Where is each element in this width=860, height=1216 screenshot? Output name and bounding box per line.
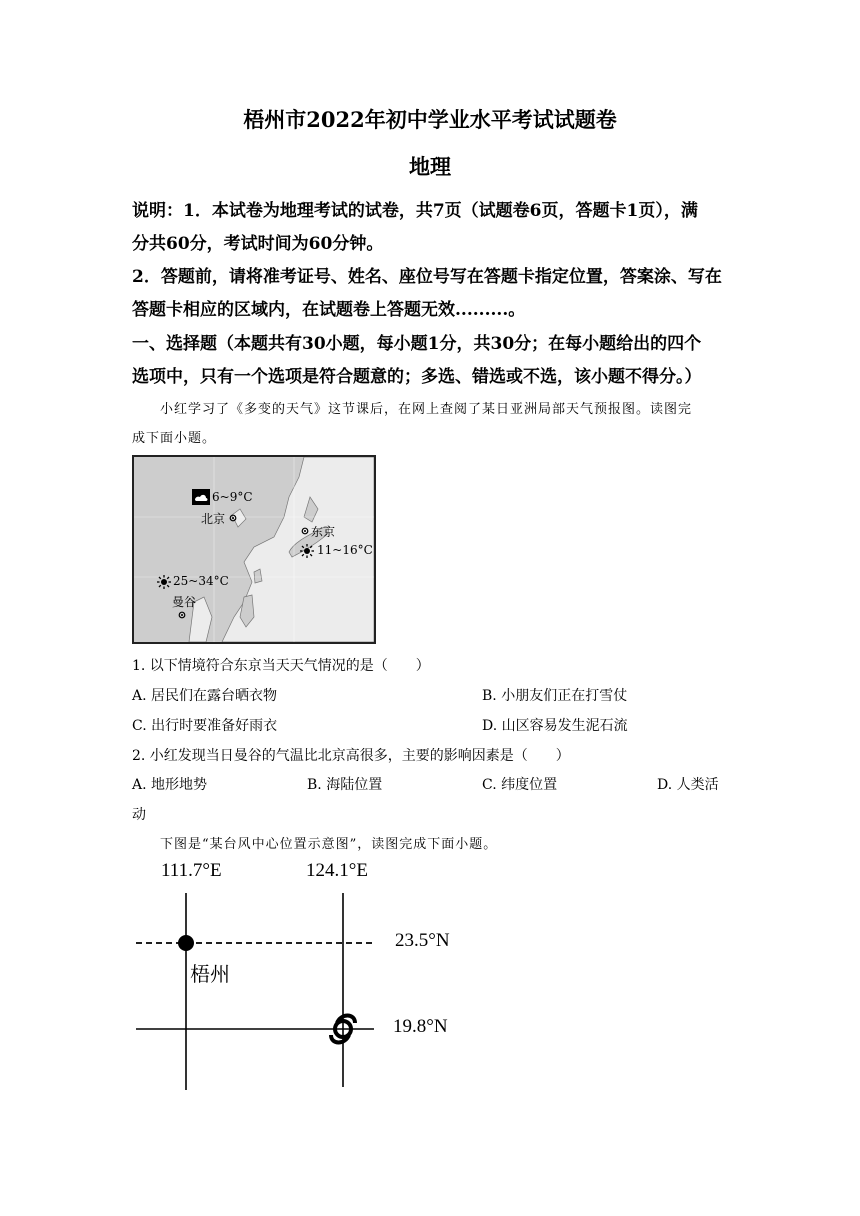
longitude-label-2: 124.1°E (306, 860, 368, 881)
section-heading-line-1: 一、选择题（本题共有30小题，每小题1分，共30分；在每小题给出的四个 (132, 334, 702, 354)
longitude-label-1: 111.7°E (161, 860, 222, 881)
bangkok-label: 曼谷 (172, 595, 197, 609)
beijing-label: 北京 (201, 512, 226, 526)
city-dot-icon (178, 611, 186, 619)
question-1-option-b: B. 小朋友们正在打雪仗 (482, 688, 628, 704)
question-2-option-d-cont: 动 (132, 807, 146, 823)
intro-text-2: 下图是“某台风中心位置示意图”，读图完成下面小题。 (160, 837, 498, 852)
city-dot-icon (229, 514, 237, 522)
typhoon-diagram (130, 855, 470, 1090)
question-1-option-d: D. 山区容易发生泥石流 (482, 718, 628, 734)
question-1-stem: 1. 以下情境符合东京当天天气情况的是（ ） (132, 658, 430, 674)
subject-title: 地理 (409, 154, 451, 179)
weather-map (132, 455, 376, 644)
question-2-option-d: D. 人类活 (657, 777, 719, 793)
intro-text-1: 小红学习了《多变的天气》这节课后，在网上查阅了某日亚洲局部天气预报图。读图完 (160, 402, 693, 417)
page-title: 梧州市2022年初中学业水平考试试题卷 (243, 107, 617, 132)
question-2-option-a: A. 地形地势 (132, 777, 208, 793)
latitude-label-1: 23.5°N (395, 930, 450, 951)
tokyo-temperature: 11~16°C (317, 543, 373, 557)
wuzhou-point (178, 935, 194, 951)
intro-text-1-cont: 成下面小题。 (132, 431, 217, 446)
city-dot-icon (301, 527, 309, 535)
beijing-temperature: 6~9°C (212, 490, 253, 504)
wuzhou-label: 梧州 (190, 962, 230, 986)
instruction-line-4: 答题卡相应的区域内，在试题卷上答题无效.........。 (132, 300, 526, 320)
latitude-label-2: 19.8°N (393, 1016, 448, 1037)
instruction-line-3: 2．答题前，请将准考证号、姓名、座位号写在答题卡指定位置，答案涂、写在 (132, 267, 722, 287)
section-heading-line-2: 选项中，只有一个选项是符合题意的；多选、错选或不选，该小题不得分。） (132, 367, 702, 387)
bangkok-temperature: 25~34°C (173, 574, 229, 588)
question-2-option-b: B. 海陆位置 (307, 777, 383, 793)
question-1-option-c: C. 出行时要准备好雨衣 (132, 718, 278, 734)
sunny-icon (157, 575, 171, 589)
question-2-option-c: C. 纬度位置 (482, 777, 558, 793)
instruction-line-2: 分共60分，考试时间为60分钟。 (132, 234, 384, 254)
sunny-icon (300, 544, 314, 558)
question-2-stem: 2. 小红发现当日曼谷的气温比北京高很多，主要的影响因素是（ ） (132, 748, 570, 764)
instruction-line-1: 说明：1．本试卷为地理考试的试卷，共7页（试题卷6页，答题卡1页），满 (132, 201, 698, 221)
tokyo-label: 东京 (311, 525, 336, 539)
rain-cloud-icon (192, 489, 210, 505)
question-1-option-a: A. 居民们在露台晒衣物 (132, 688, 278, 704)
